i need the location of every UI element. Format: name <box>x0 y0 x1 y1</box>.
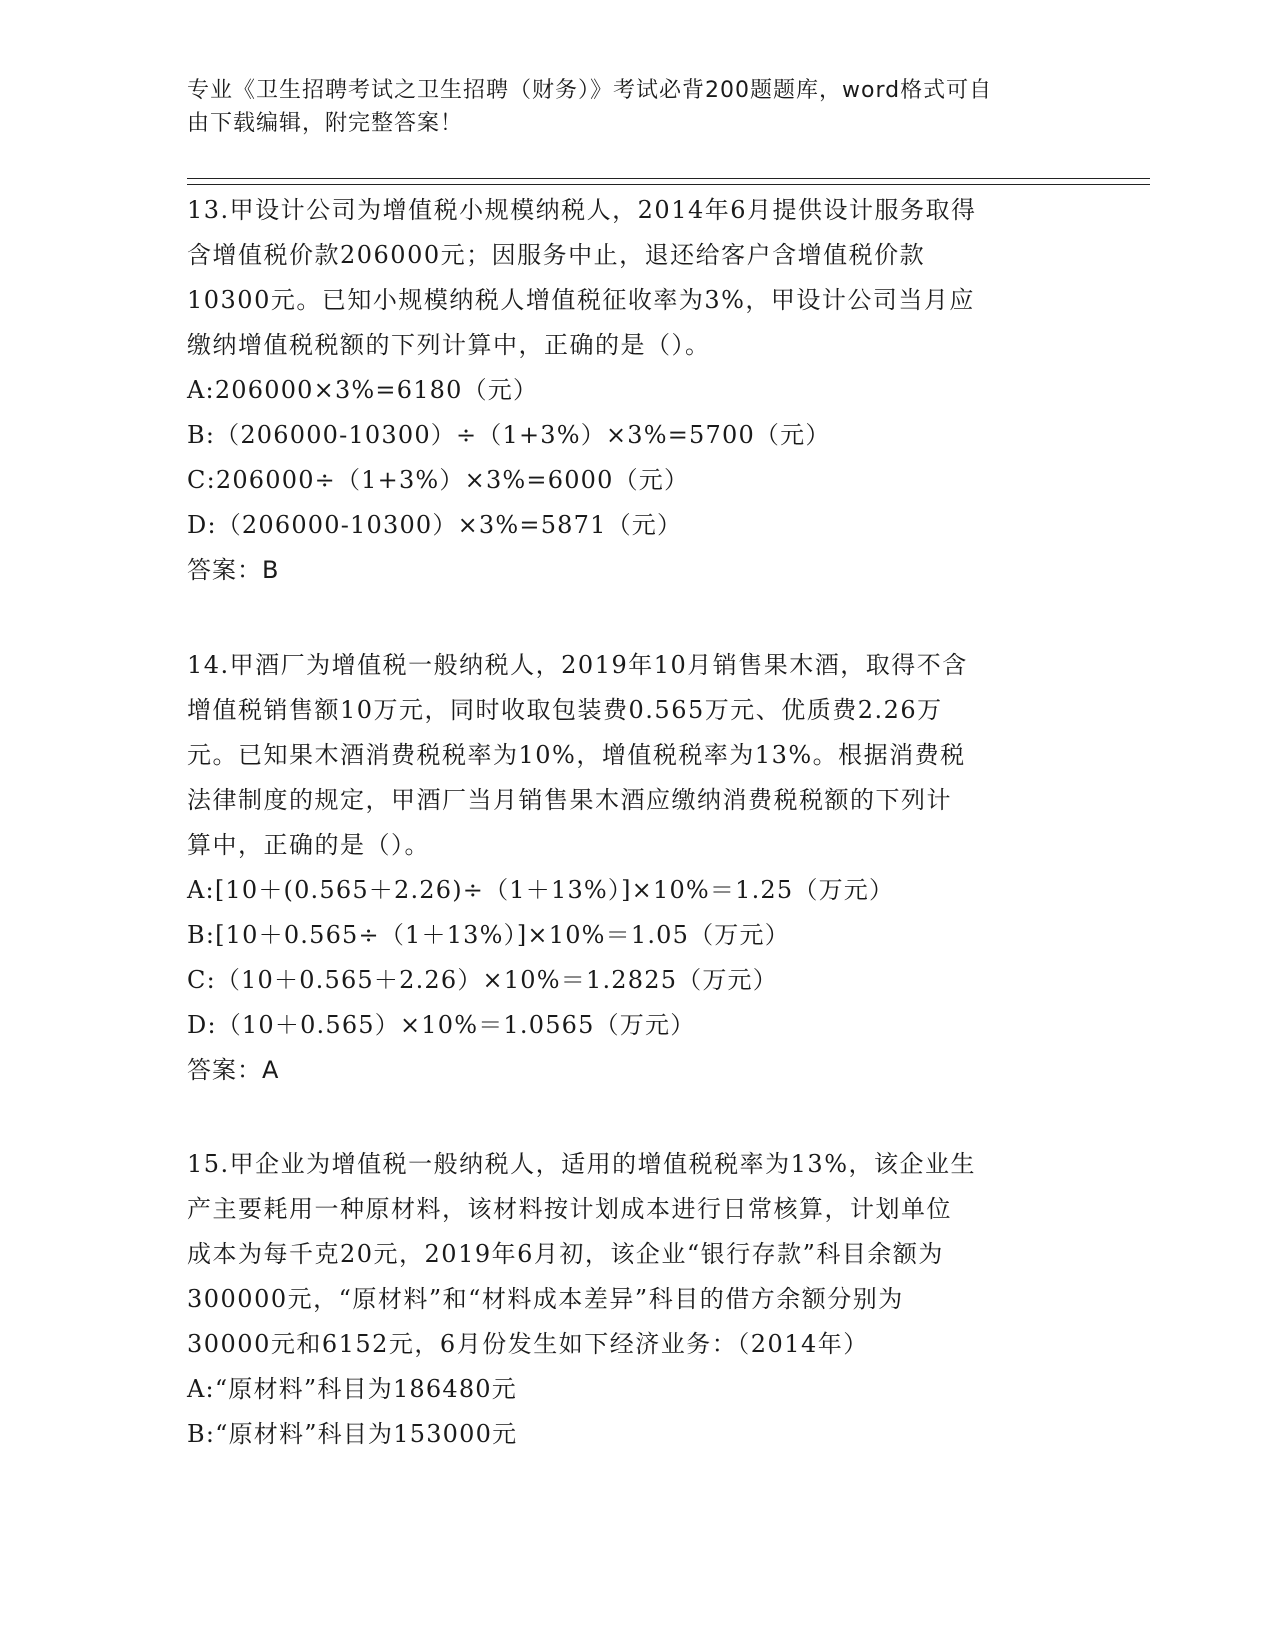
header-line-2: 由下载编辑，附完整答案！ <box>187 111 464 136</box>
stem-line: 缴纳增值税税额的下列计算中，正确的是（）。 <box>187 331 711 359</box>
option-b: B:（206000-10300）÷（1+3%）×3%=5700（元） <box>187 421 831 449</box>
option-a: A:206000×3%=6180（元） <box>187 376 539 404</box>
stem-line: 30000元和6152元，6月份发生如下经济业务：（2014年） <box>187 1330 869 1358</box>
question-14 <box>187 643 1087 1093</box>
answer-line: 答案：A <box>187 1056 280 1084</box>
header-divider-thick <box>187 184 1150 185</box>
answer-line: 答案：B <box>187 556 280 584</box>
option-d: D:（206000-10300）×3%=5871（元） <box>187 511 683 539</box>
stem-line: 产主要耗用一种原材料，该材料按计划成本进行日常核算，计划单位 <box>187 1195 952 1223</box>
stem-line: 10300元。已知小规模纳税人增值税征收率为3%，甲设计公司当月应 <box>187 286 975 314</box>
header-divider-thin <box>187 178 1150 179</box>
question-stem <box>187 643 1087 868</box>
question-15 <box>187 1142 1087 1457</box>
option-d: D:（10＋0.565）×10%＝1.0565（万元） <box>187 1011 696 1039</box>
stem-line: 成本为每千克20元，2019年6月初，该企业“银行存款”科目余额为 <box>187 1240 944 1268</box>
stem-line: 增值税销售额10万元，同时收取包装费0.565万元、优质费2.26万 <box>187 696 943 724</box>
stem-line: 元。已知果木酒消费税税率为10%，增值税税率为13%。根据消费税 <box>187 741 966 769</box>
stem-line: 15.甲企业为增值税一般纳税人，适用的增值税税率为13%，该企业生 <box>187 1150 977 1178</box>
stem-line: 算中，正确的是（）。 <box>187 831 430 859</box>
header-line-1: 专业《卫生招聘考试之卫生招聘（财务）》考试必背200题题库，word格式可自 <box>187 78 993 103</box>
option-b: B:“原材料”科目为153000元 <box>187 1420 518 1448</box>
option-b: B:[10＋0.565÷（1＋13%）]×10%＝1.05（万元） <box>187 921 790 949</box>
stem-line: 13.甲设计公司为增值税小规模纳税人，2014年6月提供设计服务取得 <box>187 196 977 224</box>
question-stem <box>187 188 1087 368</box>
option-a: A:[10＋(0.565＋2.26)÷（1＋13%）]×10%＝1.25（万元） <box>187 876 895 904</box>
option-c: C:（10＋0.565＋2.26）×10%＝1.2825（万元） <box>187 966 778 994</box>
stem-line: 法律制度的规定，甲酒厂当月销售果木酒应缴纳消费税税额的下列计 <box>187 786 952 814</box>
stem-line: 300000元，“原材料”和“材料成本差异”科目的借方余额分别为 <box>187 1285 904 1313</box>
stem-line: 含增值税价款206000元；因服务中止，退还给客户含增值税价款 <box>187 241 926 269</box>
stem-line: 14.甲酒厂为增值税一般纳税人，2019年10月销售果木酒，取得不含 <box>187 651 968 679</box>
question-stem <box>187 1142 1087 1367</box>
option-c: C:206000÷（1+3%）×3%=6000（元） <box>187 466 690 494</box>
document-header <box>187 74 1087 140</box>
question-13 <box>187 188 1087 593</box>
option-a: A:“原材料”科目为186480元 <box>187 1375 517 1403</box>
